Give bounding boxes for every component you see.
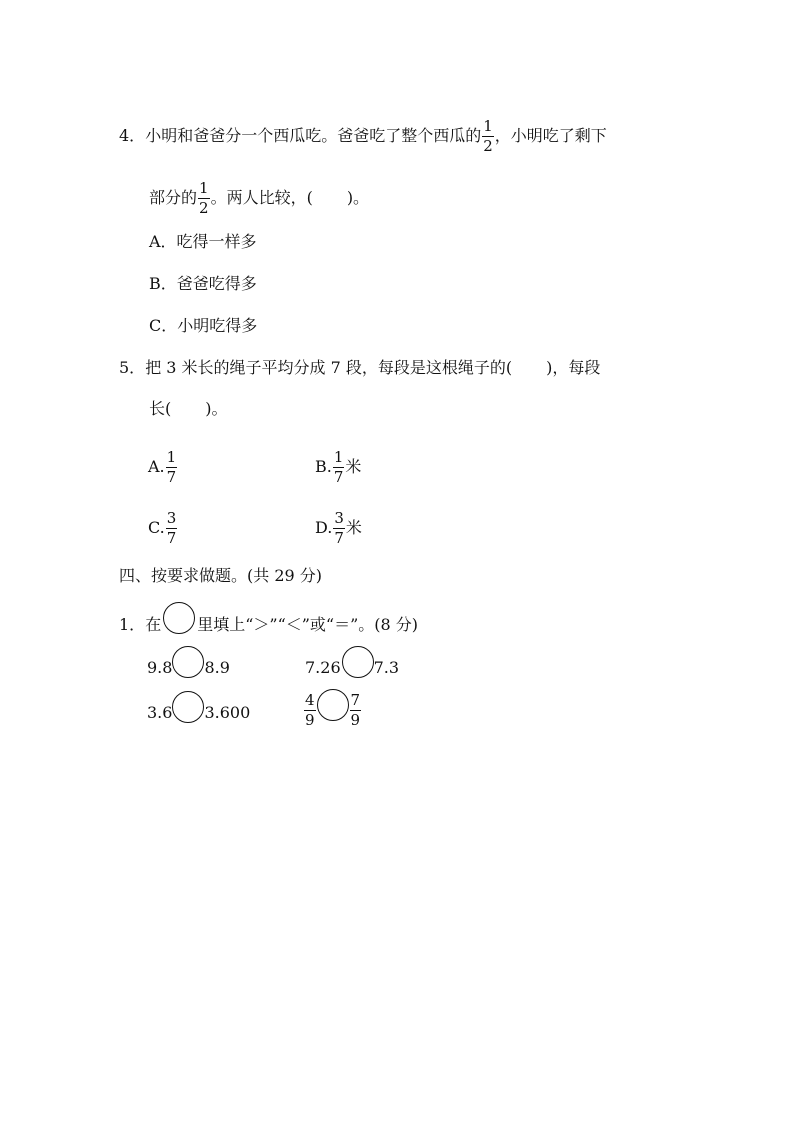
compare-circle[interactable] bbox=[317, 689, 349, 721]
compare-left: 7.26 bbox=[305, 658, 341, 677]
s4-q1-number: 1． bbox=[119, 615, 146, 634]
q4-option-a: A．吃得一样多 bbox=[149, 232, 257, 251]
q4-text-5: )。 bbox=[346, 188, 370, 207]
q4-frac1-num: 1 bbox=[483, 117, 493, 135]
compare-right-fraction bbox=[350, 693, 362, 728]
compare-left: 3.6 bbox=[147, 703, 173, 722]
q4-text-4: 。两人比较，( bbox=[210, 188, 313, 207]
frac-den: 7 bbox=[334, 529, 344, 547]
circle-icon bbox=[163, 602, 195, 634]
option-label: B. bbox=[315, 457, 332, 476]
frac-den: 7 bbox=[166, 468, 177, 486]
compare-item-2 bbox=[305, 651, 399, 685]
q4-number: 4． bbox=[119, 126, 146, 145]
frac-num: 1 bbox=[166, 448, 177, 466]
compare-right: 7.3 bbox=[373, 658, 400, 677]
q5-text-3: 长( bbox=[149, 399, 172, 418]
q4-text-1: 小明和爸爸分一个西瓜吃。爸爸吃了整个西瓜的 bbox=[145, 126, 482, 145]
q4-text-2: ，小明吃了剩下 bbox=[494, 126, 607, 145]
compare-item-4 bbox=[303, 690, 362, 730]
compare-circle[interactable] bbox=[172, 691, 204, 723]
compare-item-1 bbox=[147, 651, 230, 685]
q5-option-b bbox=[315, 450, 361, 485]
q5-text-2: )，每段 bbox=[546, 358, 601, 377]
frac-den: 7 bbox=[166, 529, 177, 547]
q4-option-b: B．爸爸吃得多 bbox=[149, 274, 257, 293]
frac-num: 4 bbox=[305, 691, 315, 709]
q4-frac2-den: 2 bbox=[199, 199, 209, 217]
q4-line1 bbox=[119, 119, 607, 154]
option-fraction bbox=[333, 511, 345, 546]
option-unit: 米 bbox=[345, 518, 362, 537]
q5-text-4: )。 bbox=[205, 399, 228, 418]
q4-option-c: C．小明吃得多 bbox=[149, 316, 258, 335]
q4-frac1-den: 2 bbox=[483, 137, 493, 155]
q4-line2 bbox=[149, 181, 369, 216]
q5-line1 bbox=[119, 358, 600, 378]
compare-left: 9.8 bbox=[147, 658, 173, 677]
q4-text-3: 部分的 bbox=[149, 188, 198, 207]
option-unit: 米 bbox=[345, 457, 362, 476]
q5-text-1: 把 3 米长的绳子平均分成 7 段，每段是这根绳子的( bbox=[145, 358, 513, 377]
compare-right: 3.600 bbox=[204, 703, 251, 722]
s4-q1-text-2: 里填上“＞”“＜”或“＝”。(8 分) bbox=[197, 615, 419, 634]
frac-num: 7 bbox=[350, 691, 361, 709]
option-label: D. bbox=[315, 518, 333, 537]
q4-fraction-2 bbox=[198, 181, 210, 216]
s4-q1-text-1: 在 bbox=[145, 615, 162, 634]
q5-option-c bbox=[148, 511, 178, 546]
frac-num: 3 bbox=[334, 509, 344, 527]
option-label: C. bbox=[148, 518, 165, 537]
option-fraction bbox=[166, 450, 178, 485]
compare-item-3 bbox=[147, 696, 250, 730]
frac-den: 9 bbox=[350, 711, 361, 729]
compare-right: 8.9 bbox=[204, 658, 230, 677]
frac-den: 9 bbox=[305, 711, 315, 729]
frac-num: 1 bbox=[333, 448, 344, 466]
q5-number: 5． bbox=[119, 358, 146, 377]
section-4-title: 四、按要求做题。(共 29 分) bbox=[119, 566, 323, 585]
option-label: A. bbox=[148, 457, 165, 476]
q5-line2 bbox=[149, 399, 228, 419]
q5-option-d bbox=[315, 511, 362, 546]
compare-left-fraction bbox=[304, 693, 316, 728]
frac-num: 3 bbox=[166, 509, 177, 527]
option-fraction bbox=[333, 450, 345, 485]
s4-q1-prompt bbox=[119, 608, 418, 642]
q4-frac2-num: 1 bbox=[199, 179, 209, 197]
q5-option-a bbox=[148, 450, 178, 485]
compare-circle[interactable] bbox=[342, 646, 374, 678]
option-fraction bbox=[166, 511, 178, 546]
q4-fraction-1 bbox=[482, 119, 494, 154]
compare-circle[interactable] bbox=[172, 646, 204, 678]
frac-den: 7 bbox=[333, 468, 344, 486]
